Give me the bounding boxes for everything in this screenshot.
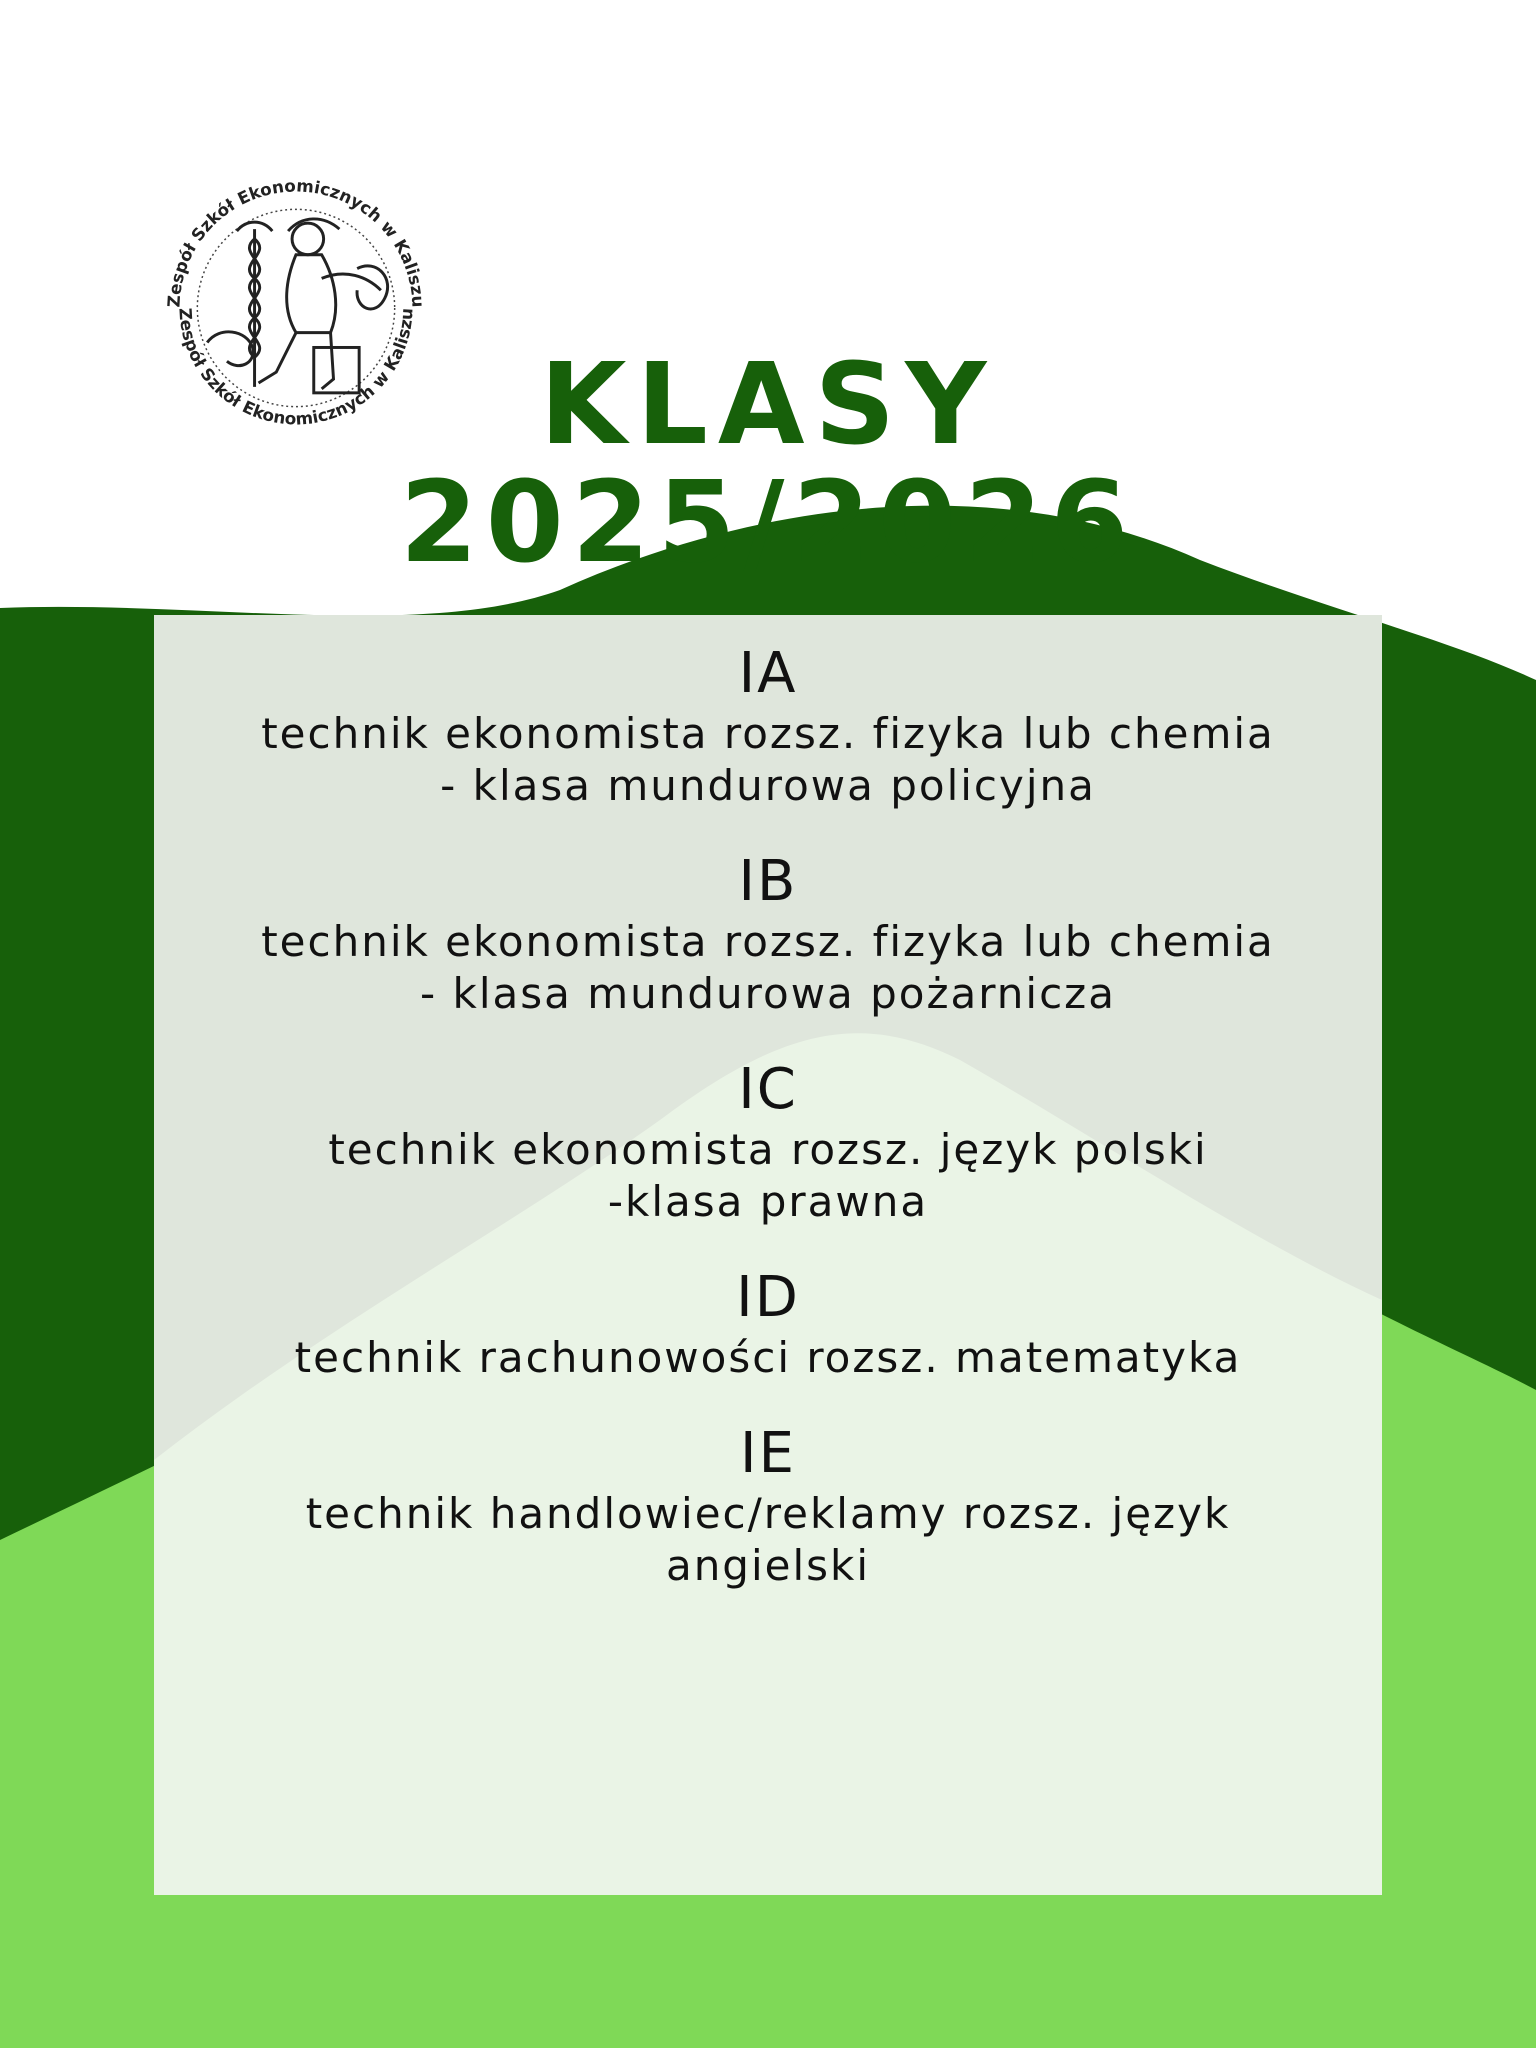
class-name: IC	[738, 1057, 798, 1122]
svg-text:Zespół Szkół Ekonomicznych w K: Zespół Szkół Ekonomicznych w Kaliszu	[175, 307, 417, 429]
page-title-klasy: KLASY	[539, 340, 997, 470]
class-item-ia	[154, 640, 1382, 812]
class-item-id	[154, 1264, 1382, 1384]
class-description: technik ekonomista rozsz. fizyka lub chemia - klasa mundurowa policyjna	[261, 709, 1275, 810]
class-item-ie	[154, 1420, 1382, 1592]
class-name: IA	[738, 641, 798, 706]
page-title-year: 2025/2026	[399, 458, 1137, 588]
class-description: technik ekonomista rozsz. fizyka lub chemia - klasa mundurowa pożarnicza	[261, 917, 1275, 1018]
class-name: IE	[740, 1421, 796, 1486]
svg-text:Zespół Szkół Ekonomicznych w K: Zespół Szkół Ekonomicznych w Kaliszu	[163, 175, 429, 308]
class-name: IB	[738, 849, 798, 914]
class-item-ib	[154, 848, 1382, 1020]
class-list	[154, 640, 1382, 1628]
class-description: technik handlowiec/reklamy rozsz. język angielski	[305, 1489, 1231, 1590]
class-description: technik rachunowości rozsz. matematyka	[294, 1333, 1242, 1382]
class-item-ic	[154, 1056, 1382, 1228]
class-name: ID	[736, 1265, 800, 1330]
class-description: technik ekonomista rozsz. język polski -klasa prawna	[328, 1125, 1208, 1226]
